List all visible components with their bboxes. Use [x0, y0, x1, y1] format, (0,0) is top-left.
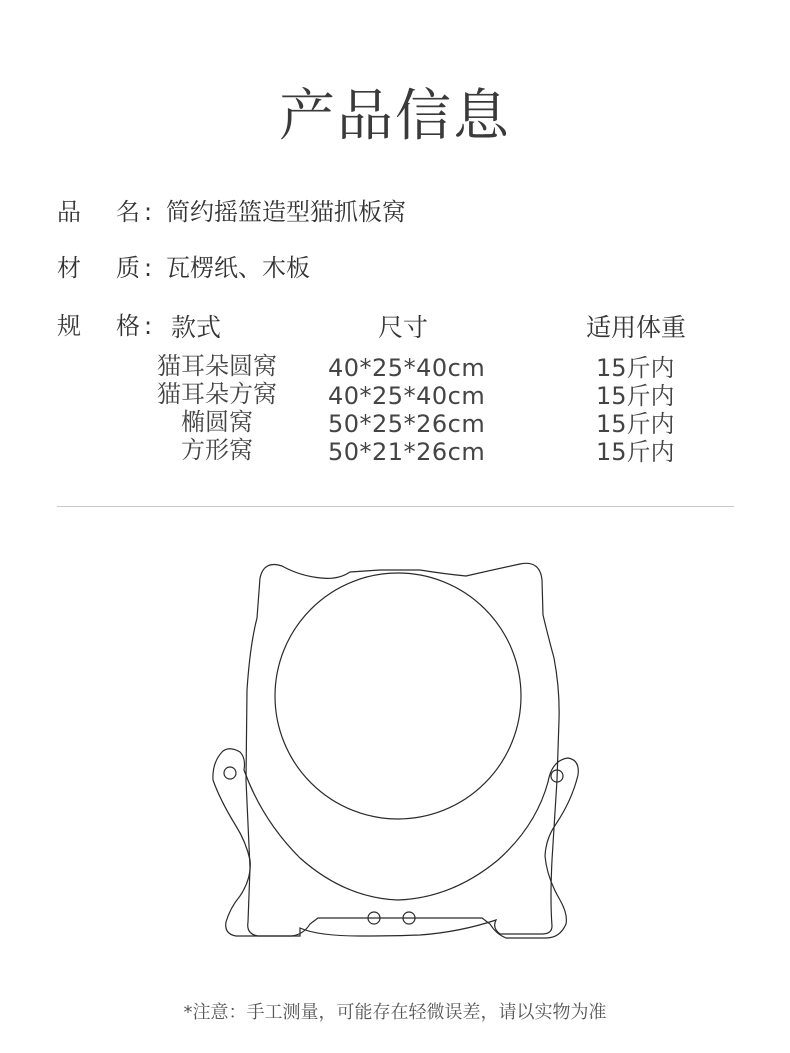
info-label-a: 品 [57, 198, 81, 226]
spec-header-style: 款式 [171, 313, 222, 342]
info-row-spec [57, 306, 166, 341]
spec-header-size: 尺寸 [378, 313, 429, 342]
product-outline-drawing [200, 555, 590, 950]
section-divider [57, 506, 734, 507]
info-row-name [57, 192, 406, 227]
info-row-material [57, 248, 310, 283]
spec-style-cell: 猫耳朵圆窝 [157, 352, 277, 380]
spec-style-cell: 方形窝 [181, 436, 253, 464]
spec-style-cell: 椭圆窝 [181, 408, 253, 436]
info-colon: : [144, 312, 153, 340]
info-label-a: 规 [57, 312, 81, 340]
product-name-value: 简约摇篮造型猫抓板窝 [166, 198, 406, 226]
cat-ear-frame-outline [246, 563, 559, 936]
info-colon: : [144, 198, 153, 226]
spec-weight-cell: 15斤内 [596, 410, 675, 438]
spec-weight-cell: 15斤内 [596, 354, 675, 382]
measurement-note: *注意：手工测量，可能存在轻微误差，请以实物为准 [183, 1002, 607, 1023]
spec-header-weight: 适用体重 [586, 313, 687, 342]
material-value: 瓦楞纸、木板 [166, 254, 310, 282]
spec-weight-cell: 15斤内 [596, 382, 675, 410]
cradle-rocker-outline [213, 749, 578, 938]
info-label-b: 质 [116, 254, 140, 282]
window-circle [275, 573, 521, 819]
spec-size-cell: 50*25*26cm [328, 410, 486, 438]
spec-weight-cell: 15斤内 [596, 438, 675, 466]
info-label-a: 材 [57, 254, 81, 282]
info-label-b: 名 [116, 198, 140, 226]
spec-size-cell: 50*21*26cm [328, 438, 486, 466]
info-label-b: 格 [116, 312, 140, 340]
spec-size-cell: 40*25*40cm [328, 354, 486, 382]
peg-hole-left [224, 767, 236, 779]
spec-style-cell: 猫耳朵方窝 [157, 380, 277, 408]
page-title: 产品信息 [279, 84, 511, 149]
info-colon: : [144, 254, 153, 282]
spec-size-cell: 40*25*40cm [328, 382, 486, 410]
